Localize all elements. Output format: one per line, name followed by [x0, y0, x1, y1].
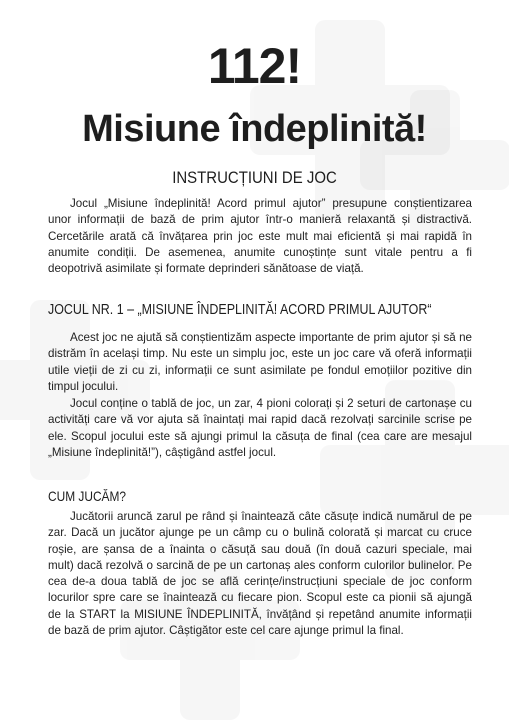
game-paragraph: Acest joc ne ajută să conștientizăm aspecte importante de prim ajutor și să ne distrăm în același timp. Nu este un simplu joc, este un joc care vă oferă informații utile vieții de zi cu zi, informații ce sunt asimilate pe fondul emoțiilor pozitive din timpul jocului. — [48, 331, 472, 393]
intro-paragraph: Jocul „Misiune îndeplinită! Acord primul ajutor” presupune conștientizarea unor informații de bază de prim ajutor într-o manieră relaxantă și distractivă. Cercetările arată că învățarea prin joc este mult mai eficientă și mai rapidă în anumite condiții. De asemenea, anumite cunoștințe sunt vitale pentru a fi deopotrivă asimilate și formate deprinderi sănătoase de viață. — [48, 197, 472, 276]
page-title: Misiune îndeplinită! — [82, 108, 427, 150]
game-paragraph: Jocul conține o tablă de joc, un zar, 4 pioni colorați și 2 seturi de cartonașe cu activități care vă vor ajuta să înaintați mai rapid dacă rezolvați sarcinile scrise pe ele. Scopul jocului este să ajungi primul la căsuța de final (cea care are mesajul „Misiune îndeplinită!”), câștigând astfel jocul. — [48, 397, 472, 459]
title-number: 112! — [207, 38, 302, 94]
game-heading: JOCUL NR. 1 – „MISIUNE ÎNDEPLINITĂ! ACORD PRIMUL AJUTOR“ — [48, 301, 432, 318]
how-to-play-heading: CUM JUCĂM? — [48, 488, 127, 504]
instructions-heading: INSTRUCȚIUNI DE JOC — [172, 168, 337, 187]
how-to-play-paragraph: Jucătorii aruncă zarul pe rând și înaintează câte căsuțe indică numărul de pe zar. Dacă un jucător ajunge pe un câmp cu o bulină colorată și marcat cu cruce roșie, are șansa de a înainta o căsuță sau două (în două cazuri speciale, mai mult) dacă rezolvă o sarcină de pe un cartonaș ales conform culorilor bulinelor. Pe cea de-a doua tablă de joc se află cerințe/instrucțiuni speciale de joc conform locurilor spre care se înaintează cu fiecare pion. Scopul este ca pionii să ajungă de la START la MISIUNE ÎNDEPLINITĂ, învățând și repetând anumite informații de bază de prim ajutor. Câștigător este cel care ajunge primul la final. — [48, 510, 472, 638]
